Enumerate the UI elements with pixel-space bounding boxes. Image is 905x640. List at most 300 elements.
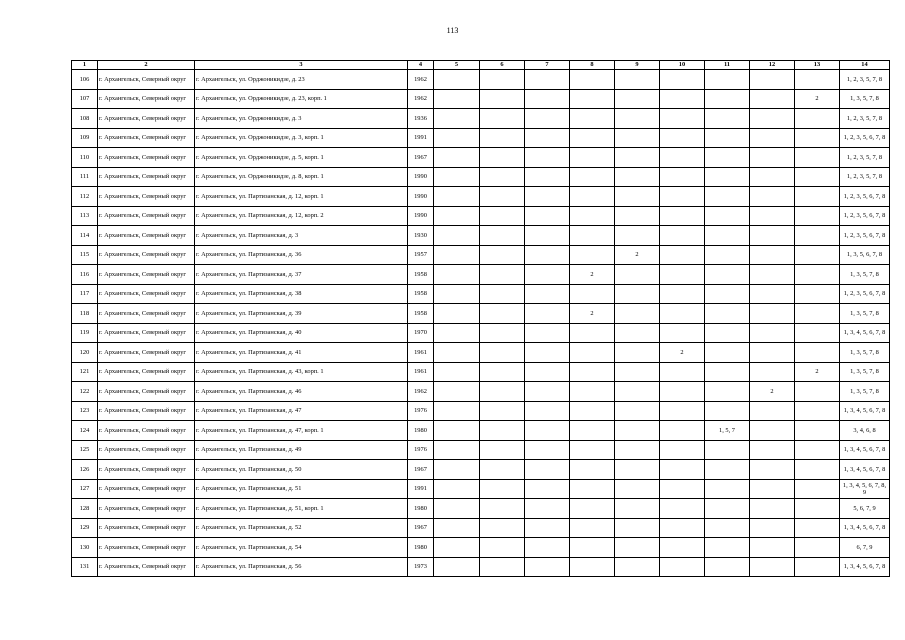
row-number: 129 bbox=[72, 518, 98, 538]
column-8-cell bbox=[570, 460, 615, 480]
column-12-cell bbox=[750, 226, 795, 246]
column-12-cell bbox=[750, 70, 795, 90]
codes-cell: 1, 2, 3, 5, 6, 7, 8 bbox=[840, 206, 890, 226]
table-row bbox=[72, 89, 890, 109]
year-cell: 1967 bbox=[408, 518, 434, 538]
year-cell: 1958 bbox=[408, 284, 434, 304]
column-10-cell bbox=[660, 460, 705, 480]
column-7-cell bbox=[525, 421, 570, 441]
column-6-cell bbox=[480, 206, 525, 226]
page-number: 113 bbox=[446, 26, 459, 35]
column-11-cell bbox=[705, 128, 750, 148]
table-row bbox=[72, 421, 890, 441]
row-number: 106 bbox=[72, 70, 98, 90]
column-5-cell bbox=[434, 460, 480, 480]
column-7-cell bbox=[525, 440, 570, 460]
table-row bbox=[72, 382, 890, 402]
row-number: 113 bbox=[72, 206, 98, 226]
column-11-cell bbox=[705, 323, 750, 343]
address-cell: г. Архангельск, ул. Партизанская, д. 50 bbox=[195, 460, 408, 480]
column-12-cell bbox=[750, 109, 795, 129]
column-9-cell bbox=[615, 187, 660, 207]
codes-cell: 1, 2, 3, 5, 7, 8 bbox=[840, 167, 890, 187]
column-7-cell bbox=[525, 499, 570, 519]
column-6-cell bbox=[480, 362, 525, 382]
column-9-cell bbox=[615, 440, 660, 460]
column-header: 8 bbox=[570, 61, 615, 70]
column-10-cell bbox=[660, 518, 705, 538]
table-row bbox=[72, 206, 890, 226]
year-cell: 1990 bbox=[408, 187, 434, 207]
column-13-cell bbox=[795, 460, 840, 480]
codes-cell: 1, 2, 3, 5, 6, 7, 8 bbox=[840, 187, 890, 207]
address-cell: г. Архангельск, ул. Партизанская, д. 51 bbox=[195, 479, 408, 499]
column-7-cell bbox=[525, 148, 570, 168]
row-number: 111 bbox=[72, 167, 98, 187]
column-11-cell bbox=[705, 245, 750, 265]
year-cell: 1976 bbox=[408, 401, 434, 421]
codes-cell: 1, 3, 5, 6, 7, 8 bbox=[840, 245, 890, 265]
column-6-cell bbox=[480, 167, 525, 187]
column-9-cell bbox=[615, 499, 660, 519]
column-9-cell bbox=[615, 421, 660, 441]
column-7-cell bbox=[525, 343, 570, 363]
column-7-cell bbox=[525, 265, 570, 285]
district-cell: г. Архангельск, Северный округ bbox=[98, 70, 195, 90]
district-cell: г. Архангельск, Северный округ bbox=[98, 499, 195, 519]
column-12-cell bbox=[750, 304, 795, 324]
codes-cell: 6, 7, 9 bbox=[840, 538, 890, 558]
column-11-cell bbox=[705, 109, 750, 129]
column-5-cell bbox=[434, 128, 480, 148]
column-header: 12 bbox=[750, 61, 795, 70]
column-7-cell bbox=[525, 401, 570, 421]
column-9-cell bbox=[615, 70, 660, 90]
table-row bbox=[72, 401, 890, 421]
column-12-cell bbox=[750, 323, 795, 343]
column-7-cell bbox=[525, 362, 570, 382]
column-12-cell bbox=[750, 89, 795, 109]
column-5-cell bbox=[434, 284, 480, 304]
column-9-cell bbox=[615, 284, 660, 304]
table-row bbox=[72, 128, 890, 148]
column-12-cell bbox=[750, 362, 795, 382]
column-8-cell bbox=[570, 401, 615, 421]
column-10-cell bbox=[660, 440, 705, 460]
year-cell: 1962 bbox=[408, 70, 434, 90]
column-13-cell bbox=[795, 557, 840, 577]
column-11-cell bbox=[705, 460, 750, 480]
column-5-cell bbox=[434, 421, 480, 441]
column-10-cell bbox=[660, 206, 705, 226]
column-6-cell bbox=[480, 460, 525, 480]
column-11-cell: 1, 5, 7 bbox=[705, 421, 750, 441]
column-7-cell bbox=[525, 518, 570, 538]
address-cell: г. Архангельск, ул. Партизанская, д. 56 bbox=[195, 557, 408, 577]
column-12-cell bbox=[750, 421, 795, 441]
district-cell: г. Архангельск, Северный округ bbox=[98, 460, 195, 480]
table-row bbox=[72, 167, 890, 187]
year-cell: 1980 bbox=[408, 499, 434, 519]
codes-cell: 1, 2, 3, 5, 7, 8 bbox=[840, 148, 890, 168]
column-12-cell bbox=[750, 460, 795, 480]
column-13-cell bbox=[795, 440, 840, 460]
column-11-cell bbox=[705, 401, 750, 421]
register-table bbox=[71, 60, 890, 577]
row-number: 128 bbox=[72, 499, 98, 519]
column-8-cell bbox=[570, 206, 615, 226]
column-8-cell bbox=[570, 187, 615, 207]
column-12-cell bbox=[750, 167, 795, 187]
codes-cell: 1, 2, 3, 5, 7, 8 bbox=[840, 109, 890, 129]
district-cell: г. Архангельск, Северный округ bbox=[98, 382, 195, 402]
column-10-cell bbox=[660, 557, 705, 577]
column-10-cell bbox=[660, 109, 705, 129]
row-number: 131 bbox=[72, 557, 98, 577]
district-cell: г. Архангельск, Северный округ bbox=[98, 518, 195, 538]
column-13-cell bbox=[795, 70, 840, 90]
column-10-cell bbox=[660, 499, 705, 519]
column-13-cell bbox=[795, 401, 840, 421]
address-cell: г. Архангельск, ул. Партизанская, д. 38 bbox=[195, 284, 408, 304]
codes-cell: 1, 3, 4, 5, 6, 7, 8 bbox=[840, 440, 890, 460]
column-8-cell bbox=[570, 382, 615, 402]
column-13-cell bbox=[795, 187, 840, 207]
year-cell: 1961 bbox=[408, 362, 434, 382]
column-13-cell bbox=[795, 245, 840, 265]
column-5-cell bbox=[434, 343, 480, 363]
column-11-cell bbox=[705, 187, 750, 207]
column-8-cell bbox=[570, 323, 615, 343]
district-cell: г. Архангельск, Северный округ bbox=[98, 538, 195, 558]
column-8-cell bbox=[570, 148, 615, 168]
column-12-cell bbox=[750, 440, 795, 460]
column-5-cell bbox=[434, 557, 480, 577]
district-cell: г. Архангельск, Северный округ bbox=[98, 206, 195, 226]
year-cell: 1990 bbox=[408, 206, 434, 226]
column-5-cell bbox=[434, 440, 480, 460]
column-9-cell bbox=[615, 538, 660, 558]
column-10-cell bbox=[660, 421, 705, 441]
column-11-cell bbox=[705, 518, 750, 538]
column-11-cell bbox=[705, 304, 750, 324]
column-5-cell bbox=[434, 265, 480, 285]
column-6-cell bbox=[480, 148, 525, 168]
column-header: 13 bbox=[795, 61, 840, 70]
row-number: 120 bbox=[72, 343, 98, 363]
column-9-cell bbox=[615, 206, 660, 226]
table-body bbox=[72, 70, 890, 577]
column-9-cell bbox=[615, 304, 660, 324]
district-cell: г. Архангельск, Северный округ bbox=[98, 148, 195, 168]
column-5-cell bbox=[434, 148, 480, 168]
table-row bbox=[72, 284, 890, 304]
column-11-cell bbox=[705, 284, 750, 304]
column-5-cell bbox=[434, 479, 480, 499]
column-10-cell bbox=[660, 479, 705, 499]
year-cell: 1967 bbox=[408, 460, 434, 480]
column-8-cell bbox=[570, 362, 615, 382]
address-cell: г. Архангельск, ул. Партизанская, д. 39 bbox=[195, 304, 408, 324]
address-cell: г. Архангельск, ул. Партизанская, д. 37 bbox=[195, 265, 408, 285]
year-cell: 1930 bbox=[408, 226, 434, 246]
column-header: 5 bbox=[434, 61, 480, 70]
column-8-cell bbox=[570, 245, 615, 265]
column-6-cell bbox=[480, 401, 525, 421]
column-5-cell bbox=[434, 382, 480, 402]
codes-cell: 1, 3, 4, 5, 6, 7, 8 bbox=[840, 518, 890, 538]
column-7-cell bbox=[525, 538, 570, 558]
column-6-cell bbox=[480, 70, 525, 90]
district-cell: г. Архангельск, Северный округ bbox=[98, 557, 195, 577]
column-6-cell bbox=[480, 109, 525, 129]
codes-cell: 1, 3, 5, 7, 8 bbox=[840, 362, 890, 382]
table-row bbox=[72, 557, 890, 577]
year-cell: 1991 bbox=[408, 128, 434, 148]
column-8-cell bbox=[570, 557, 615, 577]
year-cell: 1970 bbox=[408, 323, 434, 343]
district-cell: г. Архангельск, Северный округ bbox=[98, 304, 195, 324]
column-10-cell bbox=[660, 362, 705, 382]
district-cell: г. Архангельск, Северный округ bbox=[98, 265, 195, 285]
column-13-cell bbox=[795, 128, 840, 148]
column-8-cell bbox=[570, 109, 615, 129]
table-row bbox=[72, 538, 890, 558]
column-7-cell bbox=[525, 284, 570, 304]
address-cell: г. Архангельск, ул. Партизанская, д. 12, корп. 2 bbox=[195, 206, 408, 226]
column-6-cell bbox=[480, 440, 525, 460]
column-10-cell bbox=[660, 226, 705, 246]
codes-cell: 1, 3, 5, 7, 8 bbox=[840, 89, 890, 109]
column-12-cell bbox=[750, 206, 795, 226]
column-6-cell bbox=[480, 226, 525, 246]
year-cell: 1973 bbox=[408, 557, 434, 577]
table-row bbox=[72, 148, 890, 168]
column-5-cell bbox=[434, 538, 480, 558]
year-cell: 1980 bbox=[408, 538, 434, 558]
column-11-cell bbox=[705, 557, 750, 577]
column-11-cell bbox=[705, 70, 750, 90]
address-cell: г. Архангельск, ул. Партизанская, д. 41 bbox=[195, 343, 408, 363]
column-9-cell bbox=[615, 148, 660, 168]
column-13-cell bbox=[795, 206, 840, 226]
column-9-cell bbox=[615, 167, 660, 187]
column-9-cell: 2 bbox=[615, 245, 660, 265]
row-number: 125 bbox=[72, 440, 98, 460]
column-7-cell bbox=[525, 304, 570, 324]
table-row bbox=[72, 245, 890, 265]
column-9-cell bbox=[615, 128, 660, 148]
column-5-cell bbox=[434, 109, 480, 129]
address-cell: г. Архангельск, ул. Партизанская, д. 54 bbox=[195, 538, 408, 558]
column-9-cell bbox=[615, 401, 660, 421]
row-number: 108 bbox=[72, 109, 98, 129]
column-13-cell bbox=[795, 109, 840, 129]
address-cell: г. Архангельск, ул. Орджоникидзе, д. 3, корп. 1 bbox=[195, 128, 408, 148]
column-13-cell: 2 bbox=[795, 362, 840, 382]
district-cell: г. Архангельск, Северный округ bbox=[98, 440, 195, 460]
column-9-cell bbox=[615, 323, 660, 343]
column-12-cell bbox=[750, 538, 795, 558]
column-11-cell bbox=[705, 343, 750, 363]
column-9-cell bbox=[615, 557, 660, 577]
row-number: 122 bbox=[72, 382, 98, 402]
district-cell: г. Архангельск, Северный округ bbox=[98, 362, 195, 382]
column-7-cell bbox=[525, 382, 570, 402]
column-8-cell bbox=[570, 284, 615, 304]
column-9-cell bbox=[615, 460, 660, 480]
column-6-cell bbox=[480, 304, 525, 324]
column-7-cell bbox=[525, 70, 570, 90]
column-12-cell bbox=[750, 401, 795, 421]
table-row bbox=[72, 460, 890, 480]
district-cell: г. Архангельск, Северный округ bbox=[98, 284, 195, 304]
column-7-cell bbox=[525, 557, 570, 577]
column-header: 6 bbox=[480, 61, 525, 70]
column-8-cell bbox=[570, 70, 615, 90]
column-header: 10 bbox=[660, 61, 705, 70]
column-6-cell bbox=[480, 518, 525, 538]
district-cell: г. Архангельск, Северный округ bbox=[98, 479, 195, 499]
column-7-cell bbox=[525, 187, 570, 207]
year-cell: 1980 bbox=[408, 421, 434, 441]
column-11-cell bbox=[705, 362, 750, 382]
table-row bbox=[72, 265, 890, 285]
column-6-cell bbox=[480, 284, 525, 304]
row-number: 121 bbox=[72, 362, 98, 382]
table-row bbox=[72, 479, 890, 499]
column-8-cell bbox=[570, 343, 615, 363]
column-6-cell bbox=[480, 479, 525, 499]
table-row bbox=[72, 343, 890, 363]
table-row bbox=[72, 304, 890, 324]
address-cell: г. Архангельск, ул. Орджоникидзе, д. 5, корп. 1 bbox=[195, 148, 408, 168]
row-number: 116 bbox=[72, 265, 98, 285]
column-9-cell bbox=[615, 343, 660, 363]
column-header: 2 bbox=[98, 61, 195, 70]
row-number: 109 bbox=[72, 128, 98, 148]
district-cell: г. Архангельск, Северный округ bbox=[98, 226, 195, 246]
column-11-cell bbox=[705, 382, 750, 402]
row-number: 107 bbox=[72, 89, 98, 109]
year-cell: 1991 bbox=[408, 479, 434, 499]
row-number: 127 bbox=[72, 479, 98, 499]
column-7-cell bbox=[525, 128, 570, 148]
column-6-cell bbox=[480, 128, 525, 148]
column-6-cell bbox=[480, 245, 525, 265]
column-5-cell bbox=[434, 206, 480, 226]
address-cell: г. Архангельск, ул. Партизанская, д. 40 bbox=[195, 323, 408, 343]
district-cell: г. Архангельск, Северный округ bbox=[98, 89, 195, 109]
column-9-cell bbox=[615, 265, 660, 285]
column-13-cell bbox=[795, 226, 840, 246]
row-number: 112 bbox=[72, 187, 98, 207]
district-cell: г. Архангельск, Северный округ bbox=[98, 167, 195, 187]
row-number: 115 bbox=[72, 245, 98, 265]
column-header: 9 bbox=[615, 61, 660, 70]
address-cell: г. Архангельск, ул. Орджоникидзе, д. 8, корп. 1 bbox=[195, 167, 408, 187]
column-6-cell bbox=[480, 323, 525, 343]
district-cell: г. Архангельск, Северный округ bbox=[98, 245, 195, 265]
column-header: 11 bbox=[705, 61, 750, 70]
codes-cell: 1, 3, 5, 7, 8 bbox=[840, 382, 890, 402]
column-11-cell bbox=[705, 265, 750, 285]
row-number: 114 bbox=[72, 226, 98, 246]
year-cell: 1990 bbox=[408, 167, 434, 187]
column-8-cell bbox=[570, 128, 615, 148]
column-8-cell: 2 bbox=[570, 304, 615, 324]
column-5-cell bbox=[434, 362, 480, 382]
column-10-cell bbox=[660, 538, 705, 558]
column-13-cell bbox=[795, 148, 840, 168]
year-cell: 1967 bbox=[408, 148, 434, 168]
column-12-cell bbox=[750, 518, 795, 538]
table-row bbox=[72, 226, 890, 246]
column-13-cell bbox=[795, 479, 840, 499]
column-header: 1 bbox=[72, 61, 98, 70]
column-11-cell bbox=[705, 167, 750, 187]
column-6-cell bbox=[480, 382, 525, 402]
column-12-cell bbox=[750, 128, 795, 148]
column-8-cell bbox=[570, 226, 615, 246]
district-cell: г. Архангельск, Северный округ bbox=[98, 421, 195, 441]
column-5-cell bbox=[434, 187, 480, 207]
address-cell: г. Архангельск, ул. Орджоникидзе, д. 3 bbox=[195, 109, 408, 129]
column-5-cell bbox=[434, 518, 480, 538]
column-13-cell bbox=[795, 167, 840, 187]
column-7-cell bbox=[525, 460, 570, 480]
codes-cell: 5, 6, 7, 9 bbox=[840, 499, 890, 519]
codes-cell: 1, 3, 4, 5, 6, 7, 8, 9 bbox=[840, 479, 890, 499]
column-13-cell bbox=[795, 382, 840, 402]
column-13-cell bbox=[795, 518, 840, 538]
column-8-cell bbox=[570, 538, 615, 558]
address-cell: г. Архангельск, ул. Партизанская, д. 49 bbox=[195, 440, 408, 460]
column-10-cell bbox=[660, 284, 705, 304]
address-cell: г. Архангельск, ул. Партизанская, д. 12, корп. 1 bbox=[195, 187, 408, 207]
table-header-row bbox=[72, 61, 890, 70]
codes-cell: 1, 2, 3, 5, 7, 8 bbox=[840, 70, 890, 90]
table-row bbox=[72, 187, 890, 207]
column-9-cell bbox=[615, 226, 660, 246]
column-5-cell bbox=[434, 401, 480, 421]
row-number: 118 bbox=[72, 304, 98, 324]
column-10-cell bbox=[660, 187, 705, 207]
codes-cell: 1, 3, 4, 5, 6, 7, 8 bbox=[840, 323, 890, 343]
column-6-cell bbox=[480, 557, 525, 577]
codes-cell: 1, 3, 5, 7, 8 bbox=[840, 343, 890, 363]
address-cell: г. Архангельск, ул. Орджоникидзе, д. 23 bbox=[195, 70, 408, 90]
table-row bbox=[72, 362, 890, 382]
column-8-cell bbox=[570, 440, 615, 460]
column-8-cell bbox=[570, 167, 615, 187]
table-row bbox=[72, 518, 890, 538]
row-number: 123 bbox=[72, 401, 98, 421]
column-6-cell bbox=[480, 499, 525, 519]
column-13-cell bbox=[795, 323, 840, 343]
column-13-cell bbox=[795, 265, 840, 285]
district-cell: г. Архангельск, Северный округ bbox=[98, 109, 195, 129]
column-5-cell bbox=[434, 323, 480, 343]
column-12-cell bbox=[750, 343, 795, 363]
codes-cell: 1, 2, 3, 5, 6, 7, 8 bbox=[840, 128, 890, 148]
codes-cell: 1, 2, 3, 5, 6, 7, 8 bbox=[840, 284, 890, 304]
table-row bbox=[72, 499, 890, 519]
column-13-cell: 2 bbox=[795, 89, 840, 109]
district-cell: г. Архангельск, Северный округ bbox=[98, 128, 195, 148]
column-header: 4 bbox=[408, 61, 434, 70]
column-12-cell bbox=[750, 245, 795, 265]
